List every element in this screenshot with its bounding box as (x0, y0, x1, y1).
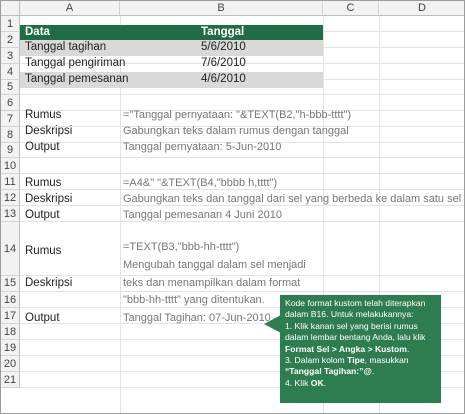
callout-pointer (264, 315, 281, 333)
column-header-b[interactable]: B (120, 1, 323, 16)
callout-bold: OK (310, 377, 324, 388)
label-output[interactable]: Output (25, 141, 60, 153)
row-header[interactable]: 8 (1, 127, 20, 143)
label-rumus[interactable]: Rumus (25, 109, 62, 121)
label-deskripsi[interactable]: Deskripsi (25, 193, 73, 205)
table-cell[interactable]: 5/6/2010 (201, 41, 246, 53)
row-header[interactable]: 1 (1, 16, 20, 32)
column-header-d[interactable]: D (379, 1, 465, 16)
callout-text: 3. Dalam kolom (285, 355, 348, 366)
row-header[interactable]: 17 (1, 308, 20, 324)
row-header[interactable]: 18 (1, 324, 20, 340)
row-header[interactable]: 15 (1, 276, 20, 292)
formula-cell[interactable]: ="Tanggal pernyataan: "&TEXT(B2,"h-bbb-tttt") (123, 109, 352, 121)
label-deskripsi[interactable]: Deskripsi (25, 125, 73, 137)
table-cell[interactable]: Tanggal tagihan (25, 41, 107, 53)
label-output[interactable]: Output (25, 209, 60, 221)
description-line[interactable]: teks dan menampilkan dalam format (123, 277, 301, 289)
callout-text: , masukkan (364, 355, 409, 366)
output-cell[interactable]: Tanggal pernyataan: 5-Jun-2010 (123, 141, 282, 153)
callout-line: 1. Klik kanan sel yang berisi rumus (285, 320, 418, 331)
callout-text: . (371, 366, 375, 377)
table-cell[interactable]: Tanggal pengiriman (25, 57, 126, 69)
row-header[interactable]: 14 (1, 222, 20, 276)
row-header[interactable]: 19 (1, 340, 20, 356)
callout-line: dalam B16. Untuk melakukannya: (285, 309, 414, 320)
callout-line (285, 378, 436, 389)
row-header[interactable]: 16 (1, 292, 20, 308)
label-rumus[interactable]: Rumus (25, 177, 62, 189)
callout-bold: “Tanggal Tagihan:”@ (285, 366, 372, 377)
formula-cell[interactable]: =TEXT(B3,"bbb-hh-tttt") (123, 241, 240, 253)
callout-line (285, 355, 436, 366)
row-header[interactable]: 7 (1, 111, 20, 127)
row-header[interactable]: 3 (1, 48, 20, 64)
callout-bold: Tipe (347, 355, 365, 366)
select-all-corner[interactable] (1, 1, 20, 16)
callout-line: Kode format kustom telah diterapkan (285, 298, 426, 308)
column-header-a[interactable]: A (20, 1, 120, 16)
callout-text: . (406, 343, 410, 354)
output-cell[interactable]: Tanggal pemesanan 4 Juni 2010 (123, 209, 283, 221)
callout-line (285, 366, 436, 377)
description-cell[interactable]: Gabungkan teks dalam rumus dengan tanggal (123, 125, 349, 137)
row-header[interactable]: 10 (1, 158, 20, 174)
callout-bold: Format Sel > Angka > Kustom (285, 343, 407, 354)
row-header[interactable]: 2 (1, 32, 20, 48)
label-rumus[interactable]: Rumus (25, 245, 62, 257)
label-output[interactable]: Output (25, 312, 60, 324)
table-header-row (20, 25, 323, 40)
callout-line (285, 344, 436, 355)
formula-cell[interactable]: =A4&" "&TEXT(B4,"bbbb h,tttt") (123, 177, 278, 189)
output-cell[interactable]: Tanggal Tagihan: 07-Jun-2010 (123, 312, 271, 324)
row-header[interactable]: 20 (1, 356, 20, 372)
callout-text: 4. Klik (285, 377, 311, 388)
row-header[interactable]: 12 (1, 190, 20, 206)
row-header[interactable]: 11 (1, 174, 20, 190)
description-line[interactable]: Mengubah tanggal dalam sel menjadi (123, 259, 306, 271)
callout-line: dalam lembar bentang Anda, lalu klik (285, 332, 426, 343)
description-line[interactable]: "bbb-hh-tttt" yang ditentukan. (123, 294, 265, 306)
table-cell[interactable]: 7/6/2010 (201, 57, 246, 69)
description-cell[interactable]: Gabungkan teks dan tanggal dari sel yang berbeda ke dalam satu sel (123, 193, 462, 205)
row-header[interactable]: 4 (1, 64, 20, 80)
row-header[interactable]: 13 (1, 206, 20, 222)
callout-text: . (323, 377, 327, 388)
table-cell[interactable]: 4/6/2010 (201, 73, 246, 85)
table-cell[interactable]: Tanggal pemesanan (25, 73, 129, 85)
row-header[interactable]: 5 (1, 80, 20, 95)
column-header-c[interactable]: C (323, 1, 379, 16)
row-header[interactable]: 21 (1, 372, 20, 388)
label-deskripsi[interactable]: Deskripsi (25, 277, 73, 289)
row-header[interactable]: 9 (1, 143, 20, 158)
row-header[interactable]: 6 (1, 95, 20, 111)
table-header-tanggal[interactable]: Tanggal (201, 26, 245, 38)
callout-note (280, 295, 441, 403)
table-header-data[interactable]: Data (25, 26, 50, 38)
